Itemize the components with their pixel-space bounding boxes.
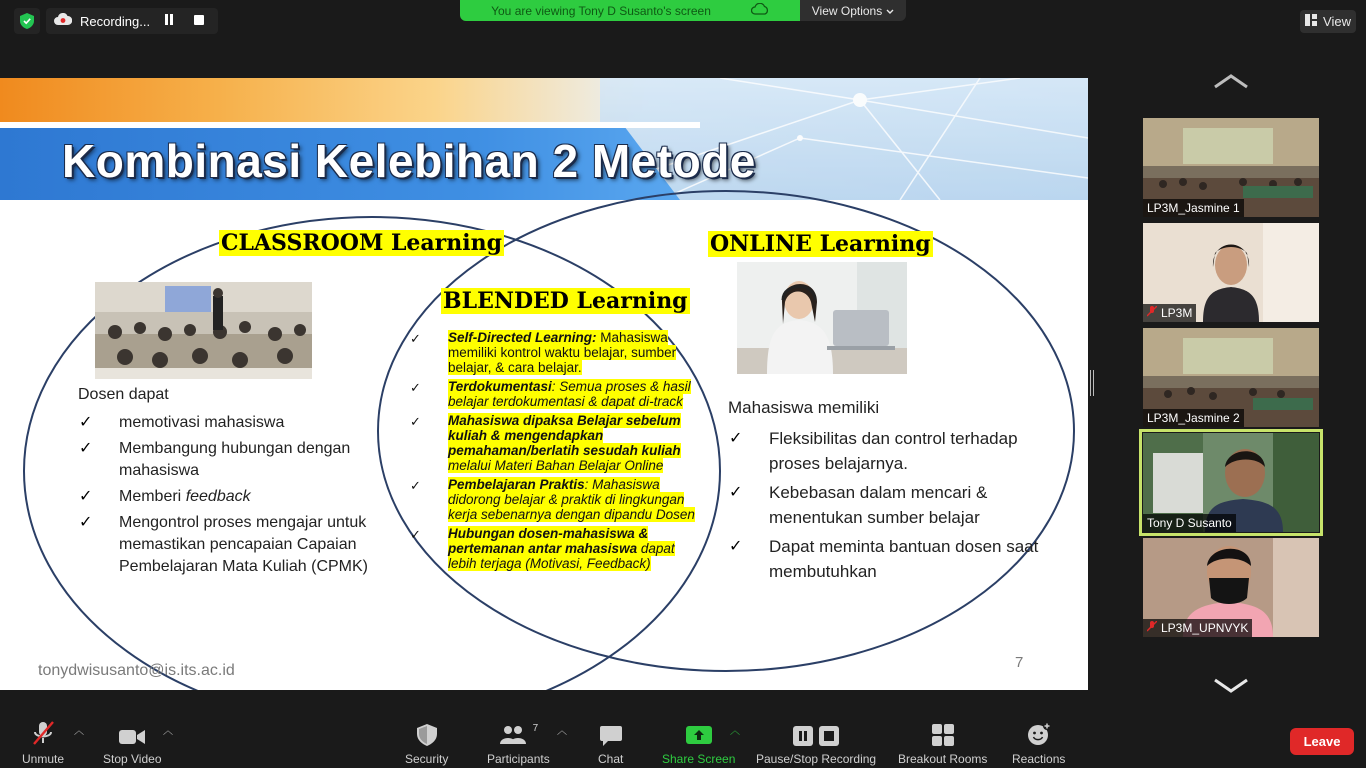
classroom-heading: CLASSROOM Learning: [221, 230, 503, 256]
checkmark-icon: ✓: [79, 414, 93, 431]
view-options-label: View Options: [811, 3, 883, 18]
online-list: [729, 426, 1059, 584]
slide-page-number: 7: [1015, 654, 1024, 671]
online-heading: ONLINE Learning: [710, 231, 931, 257]
participants-icon: [499, 720, 539, 746]
participants-options-caret-icon[interactable]: ︿: [557, 726, 567, 737]
chevron-down-icon: [886, 4, 894, 18]
view-label: View: [1323, 14, 1351, 29]
security-label: Security: [405, 752, 449, 766]
participant-name: LP3M: [1143, 304, 1196, 322]
share-options-caret-icon[interactable]: ︿: [730, 726, 740, 737]
cloud-recording-icon: [54, 12, 72, 30]
participant-name: Tony D Susanto: [1143, 514, 1236, 532]
checkmark-icon: ✓: [729, 538, 743, 555]
slide-title: Kombinasi Kelebihan 2 Metode: [62, 135, 756, 187]
pause-stop-recording-icon: [793, 720, 839, 746]
blended-list: [406, 330, 706, 575]
list-item: ✓ Pembelajaran Praktis: Mahasiswa didorong belajar & praktik di lingkungan kerja sebenarnya dengan dipandu Dosen: [410, 477, 695, 522]
participant-tile-active-speaker[interactable]: [1143, 433, 1319, 532]
security-button[interactable]: [405, 720, 448, 766]
list-item: ✓ Terdokumentasi: Semua proses & hasil belajar terdokumentasi & dapat di-track: [410, 379, 691, 409]
mic-muted-icon: [1147, 621, 1157, 635]
footer-email: tonydwisusanto@is.its.ac.id: [38, 662, 235, 679]
classroom-lead: Dosen dapat: [78, 386, 169, 403]
participants-button[interactable]: [487, 720, 550, 766]
classroom-photo: [95, 282, 312, 379]
list-item: ✓ Mengontrol proses mengajar untuk memastikan pencapaian Capaian Pembelajaran Mata Kuliah (CPMK): [79, 514, 368, 575]
share-screen-label: Share Screen: [662, 752, 736, 766]
thumbnails-scroll-up-icon[interactable]: [1212, 72, 1250, 90]
grid-view-icon: [1305, 14, 1317, 29]
pause-stop-recording-label: Pause/Stop Recording: [756, 752, 877, 766]
stop-recording-icon[interactable]: [188, 15, 210, 28]
unmute-label: Unmute: [22, 752, 65, 766]
checkmark-icon: ✓: [729, 430, 743, 447]
list-item: ✓ Self-Directed Learning: Mahasiswa memiliki kontrol waktu belajar, sumber belajar, & cara belajar.: [410, 330, 677, 375]
video-options-caret-icon[interactable]: ︿: [163, 726, 173, 737]
view-options-button[interactable]: [800, 0, 906, 21]
reactions-button[interactable]: [1012, 720, 1065, 766]
participants-label: Participants: [487, 752, 550, 766]
viewing-screen-banner: [460, 0, 800, 21]
checkmark-icon: ✓: [410, 478, 421, 493]
stop-video-button[interactable]: [103, 720, 162, 766]
checkmark-icon: ✓: [410, 414, 421, 429]
view-layout-button[interactable]: [1300, 10, 1356, 33]
list-item: ✓ Kebebasan dalam mencari & menentukan sumber belajar: [729, 480, 1059, 530]
recording-status: [14, 8, 218, 34]
share-screen-icon: [686, 720, 712, 746]
cloud-icon: [751, 3, 769, 18]
recording-indicator: [46, 8, 218, 34]
shield-icon: [417, 720, 437, 746]
blended-heading: BLENDED Learning: [443, 288, 688, 314]
mic-muted-icon: [31, 720, 55, 746]
video-camera-icon: [119, 720, 145, 746]
chat-button[interactable]: [598, 720, 623, 766]
reactions-label: Reactions: [1012, 752, 1066, 766]
chat-label: Chat: [598, 752, 624, 766]
checkmark-icon: ✓: [79, 514, 93, 531]
pause-stop-recording-button[interactable]: [756, 720, 876, 766]
viewing-screen-text: You are viewing Tony D Susanto's screen: [491, 3, 711, 18]
participant-name: LP3M_Jasmine 1: [1143, 199, 1244, 217]
list-item: ✓ Mahasiswa dipaksa Belajar sebelum kuliah & mengendapkan pemahaman/berlatih sesudah kuliah melalui Materi Bahan Belajar Online: [410, 413, 681, 473]
pause-recording-icon[interactable]: [158, 14, 180, 28]
encryption-shield-icon[interactable]: [14, 8, 40, 34]
leave-button[interactable]: Leave: [1290, 728, 1354, 755]
list-item: ✓ Hubungan dosen-mahasiswa & pertemanan antar mahasiswa dapat lebih terjaga (Motivasi, Feedback): [410, 526, 675, 571]
classroom-list: [79, 412, 399, 578]
smiley-plus-icon: [1027, 720, 1051, 746]
list-item: ✓ Dapat meminta bantuan dosen saat membutuhkan: [729, 534, 1059, 584]
participant-tile[interactable]: [1143, 538, 1319, 637]
breakout-rooms-button[interactable]: [898, 720, 987, 766]
participant-name: LP3M_Jasmine 2: [1143, 409, 1244, 427]
list-item: ✓ Membangung hubungan dengan mahasiswa: [79, 440, 351, 479]
chat-bubble-icon: [600, 720, 622, 746]
checkmark-icon: ✓: [79, 440, 93, 457]
recording-label: Recording...: [80, 13, 151, 29]
checkmark-icon: ✓: [79, 488, 93, 505]
mic-muted-icon: [1147, 306, 1157, 320]
checkmark-icon: ✓: [410, 380, 421, 395]
panel-resize-handle[interactable]: [1090, 370, 1094, 396]
participants-count: 7: [532, 723, 539, 734]
checkmark-icon: ✓: [410, 527, 421, 542]
list-item: ✓ Memberi feedback: [79, 486, 399, 508]
checkmark-icon: ✓: [729, 484, 743, 501]
shared-screen-slide: [0, 78, 1088, 690]
list-item: ✓ memotivasi mahasiswa: [79, 412, 399, 434]
participant-tile[interactable]: [1143, 118, 1319, 217]
meeting-toolbar: [0, 716, 1366, 768]
unmute-button[interactable]: [22, 720, 64, 766]
checkmark-icon: ✓: [410, 331, 421, 346]
share-screen-button[interactable]: [662, 720, 735, 766]
audio-options-caret-icon[interactable]: ︿: [74, 726, 84, 737]
participant-name: LP3M_UPNVYK: [1143, 619, 1252, 637]
list-item: ✓ Fleksibilitas dan control terhadap proses belajarnya.: [729, 426, 1059, 476]
online-lead: Mahasiswa memiliki: [728, 398, 880, 417]
breakout-rooms-label: Breakout Rooms: [898, 752, 988, 766]
breakout-rooms-icon: [932, 720, 954, 746]
stop-video-label: Stop Video: [103, 752, 162, 766]
online-photo: [737, 262, 907, 374]
thumbnails-scroll-down-icon[interactable]: [1212, 677, 1250, 695]
participant-tile[interactable]: [1143, 223, 1319, 322]
participant-tile[interactable]: [1143, 328, 1319, 427]
